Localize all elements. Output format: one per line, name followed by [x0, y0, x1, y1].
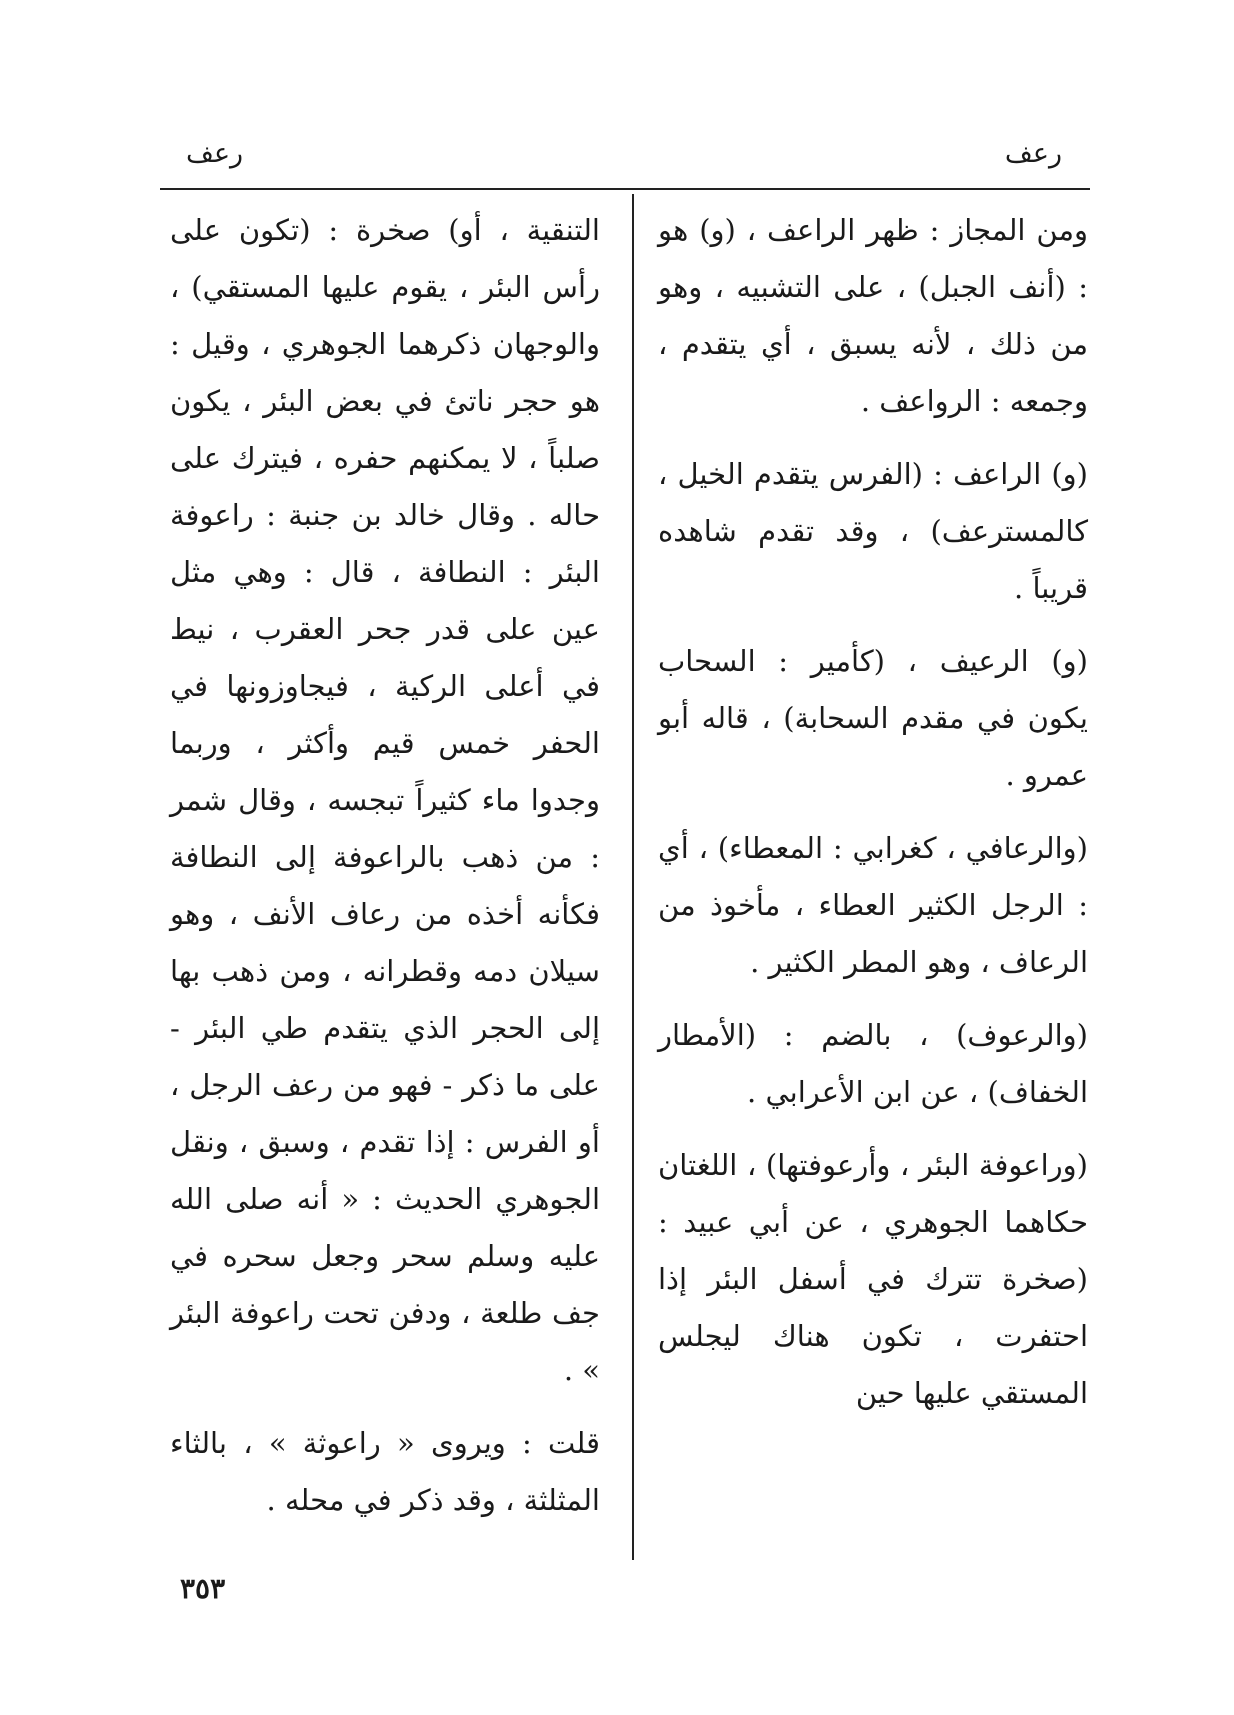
header-rule — [160, 188, 1090, 190]
running-header-right: رعف — [1004, 138, 1062, 169]
running-header-left: رعف — [186, 138, 244, 169]
left-column — [170, 202, 600, 1545]
paragraph: (والرعافي ، كغرابي : المعطاء) ، أي : الرجل الكثير العطاء ، مأخوذ من الرعاف ، وهو المطر الكثير . — [658, 831, 1088, 979]
paragraph: (وراعوفة البئر ، وأرعوفتها) ، اللغتان حكاهما الجوهري ، عن أبي عبيد : (صخرة تترك في أسفل البئر إذا احتفرت ، تكون هناك ليجلس المستقي عليها حين — [658, 1148, 1088, 1410]
column-divider — [632, 194, 634, 1560]
right-column — [658, 202, 1088, 1438]
paragraph: التنقية ، أو) صخرة : (تكون على رأس البئر ، يقوم عليها المستقي) ، والوجهان ذكرهما الجوهري ، وقيل : هو حجر ناتئ في بعض البئر ، يكون صلباً ، لا يمكنهم حفره ، فيترك على حاله . وقال خالد بن جنبة : راعوفة البئر : النطافة ، قال : وهي مثل عين على قدر جحر العقرب ، نيط في أعلى الركية ، فيجاوزونها في الحفر خمس قيم وأكثر ، وربما وجدوا ماء كثيراً تبجسه ، وقال شمر : من ذهب بالراعوفة إلى النطافة فكأنه أخذه من رعاف الأنف ، وهو سيلان دمه وقطرانه ، ومن ذهب بها إلى الحجر الذي يتقدم طي البئر - على ما ذكر - فهو من رعف الرجل ، أو الفرس : إذا تقدم ، وسبق ، ونقل الجوهري الحديث : « أنه صلى الله عليه وسلم سحر وجعل سحره في جف طلعة ، ودفن تحت راعوفة البئر » . — [170, 213, 600, 1387]
paragraph: ومن المجاز : ظهر الراعف ، (و) هو : (أنف الجبل) ، على التشبيه ، وهو من ذلك ، لأنه يسبق ، أي يتقدم ، وجمعه : الرواعف . — [658, 213, 1088, 418]
paragraph: (والرعوف) ، بالضم : (الأمطار الخفاف) ، عن ابن الأعرابي . — [658, 1018, 1088, 1109]
page-number: ٣٥٣ — [180, 1572, 226, 1605]
paragraph: (و) الرعيف ، (كأمير : السحاب يكون في مقدم السحابة) ، قاله أبو عمرو . — [658, 644, 1088, 792]
paragraph: قلت : ويروى « راعوثة » ، بالثاء المثلثة ، وقد ذكر في محله . — [170, 1426, 600, 1517]
paragraph: (و) الراعف : (الفرس يتقدم الخيل ، كالمسترعف) ، وقد تقدم شاهده قريباً . — [658, 457, 1088, 605]
